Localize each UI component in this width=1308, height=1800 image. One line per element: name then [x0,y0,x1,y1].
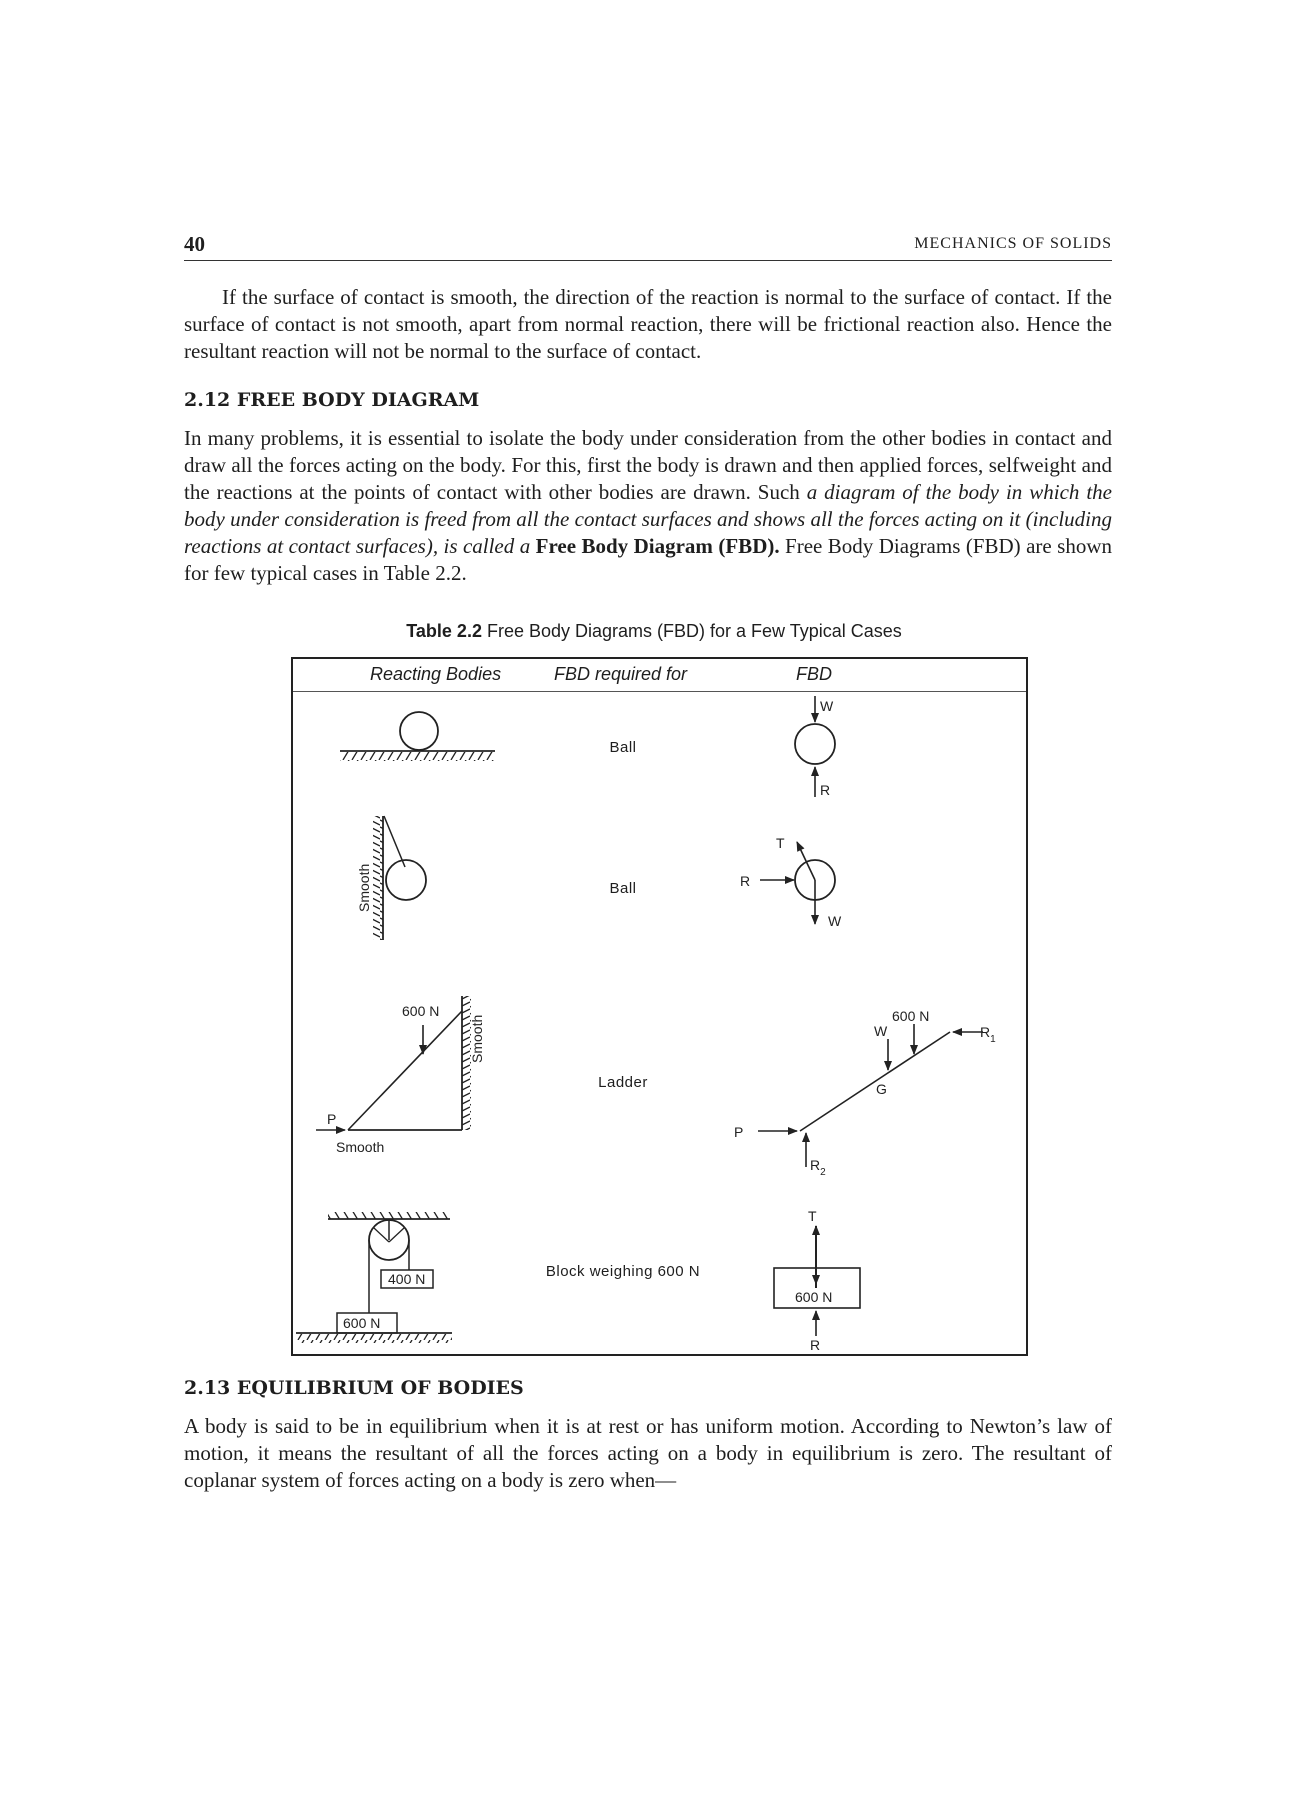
floor-hatching [296,1334,452,1343]
section-heading-free-body-diagram: 2.12 FREE BODY DIAGRAM [184,389,480,411]
ball [400,712,438,750]
fbd-ladder [800,1032,950,1131]
row2-reacting-bodies [356,816,426,940]
label-600n: 600 N [795,1289,833,1305]
row1-reacting-bodies [340,712,495,761]
column-header-fbd: FBD [796,664,832,684]
label-r: R [740,873,751,889]
running-head: MECHANICS OF SOLIDS [914,235,1112,252]
row1-fbd [795,696,835,798]
label-w: W [874,1023,888,1039]
ceiling-hatching [328,1212,450,1219]
label-smooth-wall: Smooth [469,1014,485,1063]
label-p: P [734,1124,744,1140]
label-600n: 600 N [892,1008,930,1024]
label-r: R [820,782,831,798]
label-smooth: Smooth [356,863,372,912]
row2-fbd [740,835,842,929]
label-600n-block: 600 N [343,1315,381,1331]
column-header-reacting-bodies: Reacting Bodies [370,664,502,684]
label-r: R [810,1337,821,1353]
table-caption-text: Free Body Diagrams (FBD) for a Few Typical Cases [481,621,902,641]
label-r1-main: R [980,1024,991,1040]
pulley-bracket [389,1228,404,1242]
row2-fbd-required-for: Ball [609,880,637,897]
fbd-term-bold: Free Body Diagram (FBD). [535,534,780,558]
table-caption-label: Table 2.2 [406,621,482,641]
label-r1-sub: 1 [990,1034,996,1045]
label-r1 [980,1024,996,1045]
row3-fbd-required-for: Ladder [598,1074,648,1091]
label-600n: 600 N [402,1003,440,1019]
label-w: W [820,698,834,714]
floor-hatching [340,752,495,761]
label-smooth-floor: Smooth [336,1139,385,1155]
label-t: T [808,1208,817,1224]
ladder [348,1011,462,1130]
row1-fbd-required-for: Ball [609,739,637,756]
string [384,816,405,867]
label-t: T [776,835,785,851]
label-p: P [327,1111,337,1127]
row4-fbd-required-for: Block weighing 600 N [545,1263,701,1280]
row3-fbd [734,1008,996,1178]
label-r2-main: R [810,1157,821,1173]
intro-paragraph: If the surface of contact is smooth, the direction of the reaction is normal to the surface of contact. If the surface of contact is not smooth, apart from normal reaction, there will be frictional reaction also. Hence the resultant reaction will not be normal to the surface of contact. [184,285,1112,363]
row4-reacting-bodies [296,1212,452,1343]
wall-hatching [373,816,383,940]
fbd-text-a: In many problems, it is essential to isolate the body under consideration from the other bodies in contact and draw all the forces acting on the body. For this, first the body is drawn and then applied forces, selfweight and the reactions at the points of contact with other bodies are drawn. Such [184,426,1112,504]
equilibrium-paragraph: A body is said to be in equilibrium when it is at rest or has uniform motion. According to Newton’s law of motion, it means the resultant of all the forces acting on a body in equilibrium is zero. The resultant of coplanar system of forces acting on a body is zero when— [184,1414,1112,1492]
label-g: G [876,1081,887,1097]
row4-fbd [774,1208,860,1353]
fbd-definition-italic: a diagram of the body in which the body under consideration is freed from all the contact surfaces and shows all the forces acting on it (including reactions at contact surfaces), is called a [184,480,1113,558]
pulley-bracket [374,1228,389,1242]
fbd-ball [795,724,835,764]
label-r2-sub: 2 [820,1167,826,1178]
row3-reacting-bodies [316,996,485,1155]
label-r2 [810,1157,826,1178]
label-400n: 400 N [388,1271,426,1287]
label-w: W [828,913,842,929]
fbd-text-b: Free Body Diagrams (FBD) are shown for few typical cases in Table 2.2. [184,534,1113,585]
page-number: 40 [184,232,205,256]
ball [386,860,426,900]
column-header-fbd-required-for: FBD required for [554,664,688,684]
section-heading-equilibrium: 2.13 EQUILIBRIUM OF BODIES [184,1377,524,1399]
